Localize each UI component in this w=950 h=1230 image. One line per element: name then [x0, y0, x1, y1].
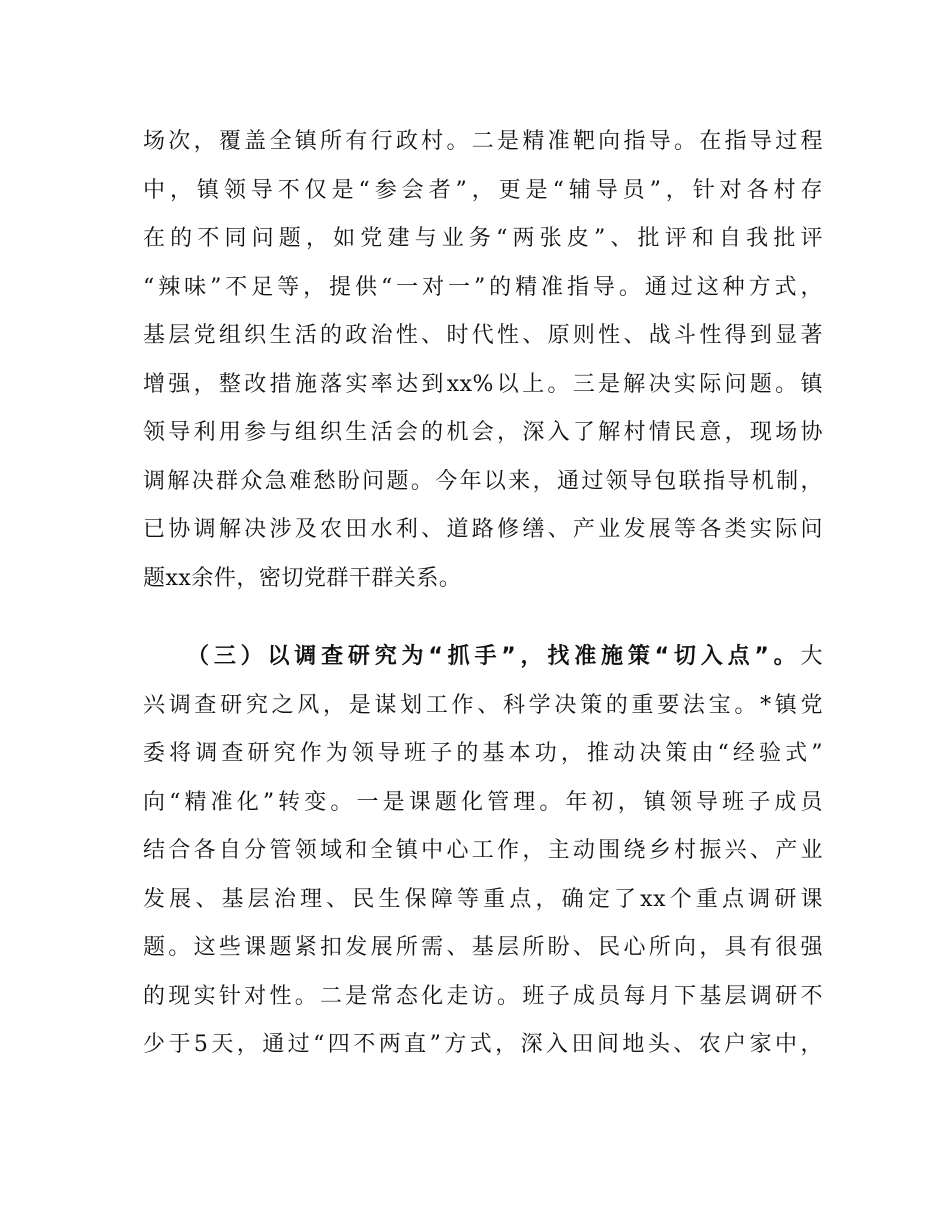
- paragraph-line: 委将调查研究作为领导班子的基本功，推动决策由“经验式”: [143, 741, 823, 766]
- section-heading: （三）以调查研究为“抓手”，找准施策“切入点”。: [187, 644, 801, 669]
- paragraph-line: 增强，整改措施落实率达到xx%以上。三是解决实际问题。镇: [143, 371, 823, 397]
- paragraph-line: 调解决群众急难愁盼问题。今年以来，通过领导包联指导机制，: [143, 468, 823, 494]
- paragraph-line-start: 大: [800, 644, 823, 669]
- paragraph-line: 在的不同问题，如党建与业务“两张皮”、批评和自我批评: [143, 226, 823, 251]
- paragraph-line: 向“精准化”转变。一是课题化管理。年初，镇领导班子成员: [143, 789, 823, 815]
- paragraph-line: 基层党组织生活的政治性、时代性、原则性、战斗性得到显著: [143, 323, 823, 348]
- paragraph-line: 已协调解决涉及农田水利、道路修缮、产业发展等各类实际问: [143, 517, 823, 542]
- paragraph-line: 兴调查研究之风，是谋划工作、科学决策的重要法宝。*镇党: [143, 692, 823, 718]
- paragraph-line: 的现实针对性。二是常态化走访。班子成员每月下基层调研不: [143, 983, 823, 1009]
- section-heading-line: [143, 633, 823, 682]
- paragraph-line: 领导利用参与组织生活会的机会，深入了解村情民意，现场协: [143, 420, 823, 445]
- paragraph-line: “辣味”不足等，提供“一对一”的精准指导。通过这种方式，: [143, 274, 823, 300]
- paragraph-line: 题。这些课题紧扣发展所需、基层所盼、民心所向，具有很强: [143, 935, 823, 960]
- paragraph-line: 题xx余件，密切党群干群关系。: [143, 565, 462, 591]
- paragraph-line: 发展、基层治理、民生保障等重点，确定了xx个重点调研课: [143, 886, 823, 912]
- paragraph-1: [143, 118, 823, 603]
- paragraph-line: 少于5天，通过“四不两直”方式，深入田间地头、农户家中，: [143, 1032, 823, 1057]
- paragraph-line: 中，镇领导不仅是“参会者”，更是“辅导员”，针对各村存: [143, 177, 823, 203]
- paragraph-line: 场次，覆盖全镇所有行政村。二是精准靶向指导。在指导过程: [143, 129, 823, 154]
- paragraph-line: 结合各自分管领域和全镇中心工作，主动围绕乡村振兴、产业: [143, 838, 823, 863]
- paragraph-2: [143, 633, 823, 1070]
